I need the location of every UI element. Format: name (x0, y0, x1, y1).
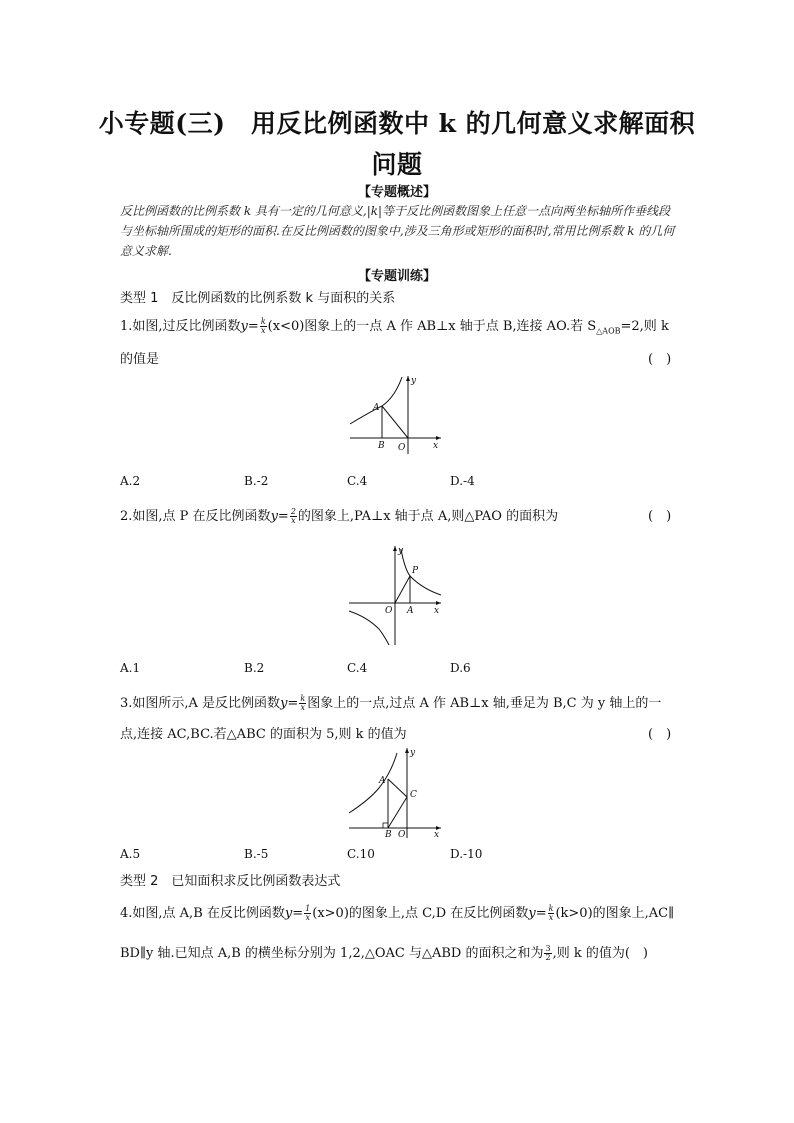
question-3: 3.如图所示,A 是反比例函数y= $\frac{k}{x}$ 图象上的一点,过点 A 作 AB⊥x 轴,垂足为 B,C 为 y 轴上的一 (120, 694, 662, 712)
svg-text:P: P (412, 566, 419, 576)
training-heading: 【专题训练】 (357, 269, 436, 284)
svg-text:y: y (411, 376, 417, 386)
svg-text:y: y (410, 748, 416, 758)
question-3-line2: 点,连接 AC,BC.若△ABC 的面积为 5,则 k 的值为 (120, 727, 407, 742)
svg-text:O: O (385, 606, 393, 616)
figure-q1 (345, 372, 445, 457)
option-q3-d[interactable]: D.-10 (450, 847, 483, 861)
type1-heading: 类型 1 反比例函数的比例系数 k 与面积的关系 (120, 291, 396, 306)
fraction: $\frac{k}{x}$ (548, 904, 554, 922)
option-q3-c[interactable]: C.10 (347, 847, 375, 861)
svg-text:C: C (410, 790, 417, 800)
fraction: $\frac{1}{x}$ (305, 904, 311, 922)
fraction: $\frac{k}{x}$ (300, 694, 306, 712)
figure-q2 (345, 543, 445, 648)
svg-text:y: y (398, 546, 404, 556)
svg-text:A: A (373, 403, 380, 413)
option-q2-c[interactable]: C.4 (347, 661, 368, 675)
answer-bracket-1: ( ) (648, 352, 672, 367)
option-q2-d[interactable]: D.6 (450, 661, 471, 675)
option-q2-b[interactable]: B.2 (244, 661, 265, 675)
type2-heading: 类型 2 已知面积求反比例函数表达式 (120, 874, 341, 889)
answer-bracket-2: ( ) (648, 509, 672, 524)
svg-text:A: A (407, 606, 414, 616)
svg-text:B: B (378, 441, 385, 451)
option-q2-a[interactable]: A.1 (120, 661, 141, 675)
svg-text:A: A (379, 776, 386, 786)
figure-q3 (345, 745, 445, 840)
svg-text:x: x (434, 606, 440, 616)
svg-text:O: O (398, 443, 406, 453)
answer-bracket-3: ( ) (648, 727, 672, 742)
svg-text:x: x (434, 830, 440, 840)
svg-text:B: B (385, 830, 392, 840)
question-4-line2: BD∥y 轴.已知点 A,B 的横坐标分别为 1,2,△OAC 与△ABD 的面积之和为 $\frac{3}{2}$ ,则 k 的值为( ) (120, 944, 648, 962)
option-q1-a[interactable]: A.2 (120, 474, 141, 488)
svg-text:O: O (398, 830, 406, 840)
fraction: $\frac{2}{x}$ (290, 507, 296, 525)
option-q1-b[interactable]: B.-2 (244, 474, 269, 488)
fraction: $\frac{3}{2}$ (545, 944, 551, 962)
option-q3-b[interactable]: B.-5 (244, 847, 269, 861)
question-1: 1.如图,过反比例函数y= $\frac{k}{x}$ (x<0)图象上的一点 A 作 AB⊥x 轴于点 B,连接 AO.若 $S_{\triangle AOB}=2$,则 k (120, 317, 669, 336)
overview-paragraph: 反比例函数的比例系数 k 具有一定的几何意义,|k|等于反比例函数图象上任意一点向两坐标轴所作垂线段与坐标轴所围成的矩形的面积.在反比例函数的图象中,涉及三角形或矩形的面积时,常用比例系数 k 的几何意义求解. (120, 204, 675, 258)
question-2: 2.如图,点 P 在反比例函数y= $\frac{2}{x}$ 的图象上,PA⊥x 轴于点 A,则△PAO 的面积为 (120, 507, 559, 525)
question-4: 4.如图,点 A,B 在反比例函数y= $\frac{1}{x}$ (x>0)的图象上,点 C,D 在反比例函数y= $\frac{k}{x}$ (k>0)的图象上,AC∥ (120, 904, 675, 922)
option-q1-d[interactable]: D.-4 (450, 474, 475, 488)
question-1-line2: 的值是 (120, 352, 160, 367)
page-title-continued: 问题 (371, 150, 423, 179)
fraction: $\frac{k}{x}$ (260, 317, 266, 335)
option-q3-a[interactable]: A.5 (120, 847, 141, 861)
page-title: 小专题(三) 用反比例函数中 k 的几何意义求解面积 (98, 109, 696, 138)
option-q1-c[interactable]: C.4 (347, 474, 368, 488)
overview-heading: 【专题概述】 (357, 185, 436, 200)
svg-text:x: x (433, 441, 439, 451)
